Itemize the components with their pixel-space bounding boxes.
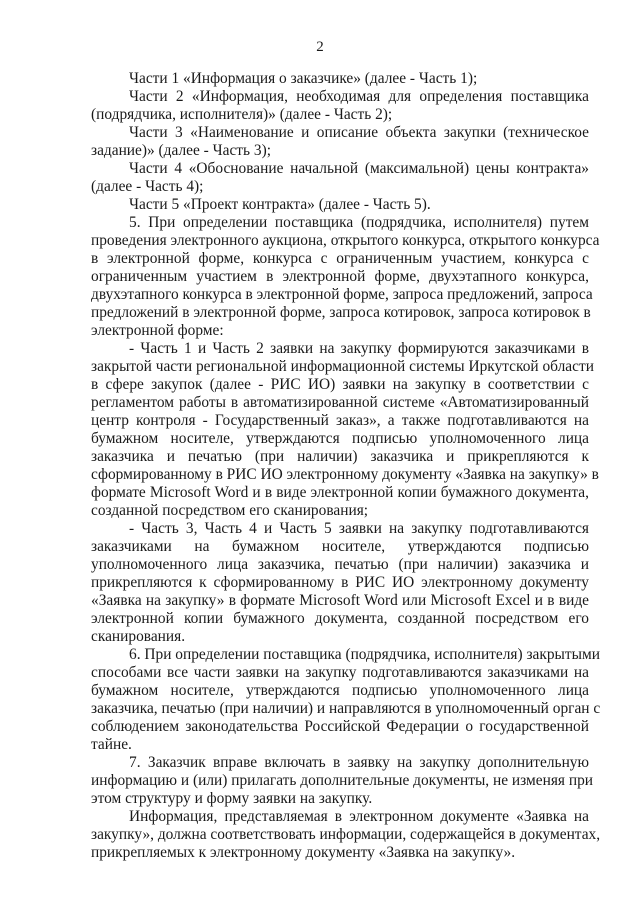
text-line: регламентом работы в автоматизированной системе «Автоматизированный xyxy=(91,394,589,411)
text-line: электронной копии бумажного документа, созданной посредством его xyxy=(91,610,589,627)
text-line: закупку», должна соответствовать информации, содержащейся в документах, xyxy=(91,826,601,843)
text-line: двухэтапного конкурса в электронной форме, запроса предложений, запроса xyxy=(91,286,593,303)
text-line: 5. При определении поставщика (подрядчика, исполнителя) путем xyxy=(129,214,589,231)
text-line: бумажном носителе, утверждаются подписью уполномоченного лица xyxy=(91,430,589,447)
text-line: - Часть 1 и Часть 2 заявки на закупку формируются заказчиками в xyxy=(129,340,589,357)
text-line: сканирования. xyxy=(91,628,186,645)
text-line: Части 5 «Проект контракта» (далее - Часть 5). xyxy=(129,196,431,213)
text-line: задание)» (далее - Часть 3); xyxy=(91,142,271,159)
text-line: сформированному в РИС ИО электронному документу «Заявка на закупку» в xyxy=(91,466,599,483)
text-line: 6. При определении поставщика (подрядчика, исполнителя) закрытыми xyxy=(129,646,600,663)
text-line: уполномоченного лица заказчика, печатью (при наличии) заказчика и xyxy=(91,556,589,573)
text-line: бумажном носителе, утверждаются подписью уполномоченного лица xyxy=(91,682,589,699)
text-line: прикрепляются к сформированному в РИС ИО электронному документу xyxy=(91,574,589,591)
text-line: (подрядчика, исполнителя)» (далее - Часть 2); xyxy=(91,106,393,123)
text-line: тайне. xyxy=(91,736,132,753)
text-line: формате Microsoft Word и в виде электронной копии бумажного документа, xyxy=(91,484,589,501)
text-line: информацию и (или) прилагать дополнительные документы, не изменяя при xyxy=(91,772,593,789)
text-line: Части 2 «Информация, необходимая для определения поставщика xyxy=(129,88,589,105)
text-line: предложений в электронной форме, запроса котировок, запроса котировок в xyxy=(91,304,591,321)
text-line: «Заявка на закупку» в формате Microsoft Word или Microsoft Excel и в виде xyxy=(91,592,589,609)
text-line: Информация, представляемая в электронном документе «Заявка на xyxy=(129,808,589,825)
text-line: в электронной форме, конкурса с ограниченным участием, конкурса с xyxy=(91,250,589,267)
text-line: в сфере закупок (далее - РИС ИО) заявки на закупку в соответствии с xyxy=(91,376,589,393)
text-line: электронной форме: xyxy=(91,322,224,339)
text-line: заказчиками на бумажном носителе, утверждаются подписью xyxy=(91,538,589,555)
text-line: этом структуру и форму заявки на закупку. xyxy=(91,790,373,807)
text-line: - Часть 3, Часть 4 и Часть 5 заявки на закупку подготавливаются xyxy=(129,520,589,537)
text-line: созданной посредством его сканирования; xyxy=(91,502,369,519)
text-line: заказчика и печатью (при наличии) заказчика и прикрепляются к xyxy=(91,448,589,465)
text-line: проведения электронного аукциона, открытого конкурса, открытого конкурса xyxy=(91,232,600,249)
text-line: Части 1 «Информация о заказчике» (далее - Часть 1); xyxy=(129,70,478,87)
page-number: 2 xyxy=(316,39,324,55)
text-line: 7. Заказчик вправе включать в заявку на закупку дополнительную xyxy=(129,754,589,771)
text-line: (далее - Часть 4); xyxy=(91,178,204,195)
text-line: ограниченным участием в электронной форме, двухэтапного конкурса, xyxy=(91,268,589,285)
text-line: заказчика, печатью (при наличии) и направляются в уполномоченный орган с xyxy=(91,700,601,717)
text-line: прикрепляемых к электронному документу «Заявка на закупку». xyxy=(91,844,516,861)
text-line: закрытой части региональной информационной системы Иркутской области xyxy=(91,358,594,375)
text-line: Части 4 «Обоснование начальной (максимальной) цены контракта» xyxy=(129,160,589,177)
text-line: Части 3 «Наименование и описание объекта закупки (техническое xyxy=(129,124,589,141)
text-line: центр контроля - Государственный заказ», а также подготавливаются на xyxy=(91,412,589,429)
text-line: способами все части заявки на закупку подготавливаются заказчиками на xyxy=(91,664,589,681)
text-line: соблюдением законодательства Российской Федерации о государственной xyxy=(91,718,589,735)
